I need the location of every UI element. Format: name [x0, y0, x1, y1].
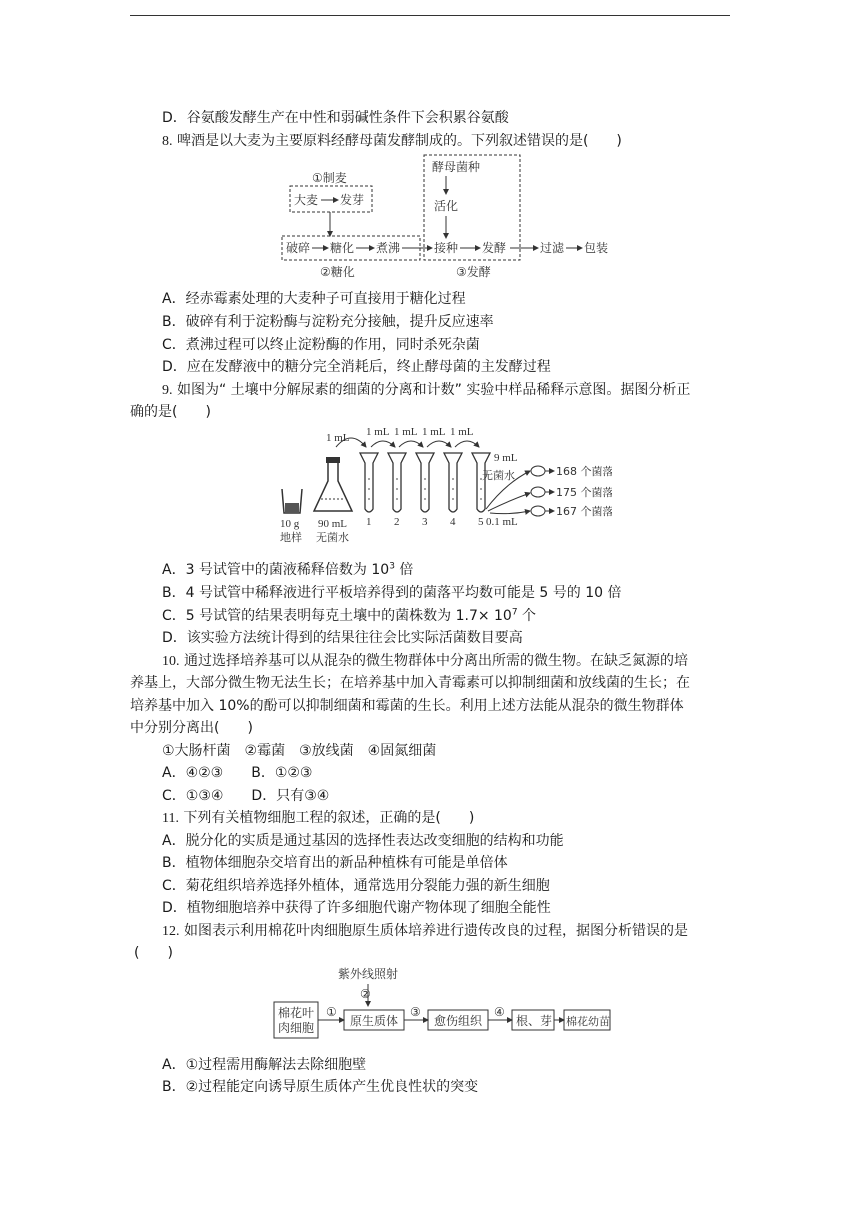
- q12-process-diagram: [272, 964, 612, 1044]
- q12-fig-seedling: 棉花幼苗: [566, 1015, 610, 1028]
- q12-stem-text-1: 如图表示利用棉花叶肉细胞原生质体培养进行遗传改良的过程，据图分析错误的是: [179, 923, 688, 939]
- q8-number: 8.: [162, 134, 173, 149]
- q11-option-a: A．脱分化的实质是通过基因的选择性表达改变细胞的结构和功能: [162, 833, 564, 849]
- q8-fig-saccharify: 糖化: [330, 241, 355, 255]
- q8-brewing-flow-diagram: [280, 152, 620, 284]
- q12-fig-uv: 紫外线照射: [338, 967, 399, 981]
- q9-fig-transfer-1: 1 mL: [366, 426, 390, 438]
- q12-fig-cell-line2: 肉细胞: [278, 1021, 315, 1035]
- q9-stem-text-1: 如图为“ 土壤中分解尿素的细菌的分离和计数” 实验中样品稀释示意图。据图分析正: [172, 382, 691, 398]
- q10-stem-line4: 中分别分离出( ): [130, 720, 253, 736]
- q9-option-c: [162, 606, 536, 626]
- q11-number: 11.: [162, 811, 179, 826]
- q9-option-a-text: A．3 号试管中的菌液稀释倍数为 10: [162, 562, 390, 578]
- q8-fig-crushing: 破碎: [286, 241, 311, 255]
- q9-option-d: D．该实验方法统计得到的结果往往会比实际活菌数目要高: [162, 630, 523, 646]
- q12-fig-step-2: ②: [360, 987, 371, 1001]
- q9-dilution-diagram: [276, 423, 612, 549]
- q8-fig-germination: 发芽: [340, 193, 365, 207]
- q9-fig-transfer-3: 1 mL: [422, 426, 446, 438]
- q10-items: ①大肠杆菌 ②霉菌 ③放线菌 ④固氮细菌: [162, 743, 437, 759]
- q12-stem-line1: [162, 921, 688, 942]
- q12-fig-protoplast: 原生质体: [350, 1014, 399, 1028]
- q11-stem: [162, 808, 474, 829]
- q11-option-b: B．植物体细胞杂交培育出的新品种植株有可能是单倍体: [162, 855, 508, 871]
- q9-number: 9.: [162, 383, 173, 398]
- q9-fig-colonies-1: 168 个菌落: [556, 465, 612, 478]
- q9-fig-colonies-2: 175 个菌落: [556, 486, 612, 499]
- top-rule: [130, 15, 730, 16]
- q8-fig-barley: 大麦: [294, 193, 319, 207]
- q12-fig-root-bud: 根、芽: [516, 1014, 553, 1028]
- q9-option-c-exponent: 7: [511, 607, 518, 618]
- q12-fig-callus: 愈伤组织: [434, 1014, 483, 1028]
- q9-fig-colonies-3: 167 个菌落: [556, 505, 612, 518]
- q9-fig-transfer-4: 1 mL: [450, 426, 474, 438]
- q8-option-c: C．煮沸过程可以终止淀粉酶的作用，同时杀死杂菌: [162, 337, 480, 353]
- q8-option-d: D．应在发酵液中的糖分完全消耗后，终止酵母菌的主发酵过程: [162, 359, 551, 375]
- q9-option-c-suffix: 个: [517, 608, 537, 624]
- q9-fig-plate-vol: 0.1 mL: [486, 516, 518, 528]
- q8-fig-inoculation: 接种: [434, 241, 459, 255]
- q9-option-a: [162, 560, 413, 580]
- q12-fig-step-3: ③: [410, 1005, 421, 1019]
- q8-stem: [162, 131, 622, 152]
- q12-fig-cell-line1: 棉花叶: [278, 1006, 315, 1020]
- q9-stem-line2: 确的是( ): [130, 404, 211, 420]
- q10-number: 10.: [162, 654, 180, 669]
- q9-option-a-suffix: 倍: [394, 562, 414, 578]
- q9-fig-flask-water: 无菌水: [316, 531, 349, 544]
- q8-fig-activation: 活化: [434, 199, 459, 213]
- q8-fig-fermentation-label: ③发酵: [456, 265, 491, 279]
- q9-stem-line1: [162, 380, 690, 401]
- q9-option-c-text: C．5 号试管的结果表明每克土壤中的菌株数为 1.7× 10: [162, 608, 512, 624]
- q10-options-cd: C．①③④ D．只有③④: [162, 788, 330, 804]
- q11-option-c: C．菊花组织培养选择外植体，通常选用分裂能力强的新生细胞: [162, 878, 550, 894]
- q7-option-d: D．谷氨酸发酵生产在中性和弱碱性条件下会积累谷氨酸: [162, 110, 509, 126]
- q10-stem-line1: [162, 651, 688, 672]
- q9-fig-sterile-water: 无菌水: [482, 469, 515, 482]
- q8-option-a: A．经赤霉素处理的大麦种子可直接用于糖化过程: [162, 291, 466, 307]
- q9-fig-tube-1: 1: [366, 516, 372, 528]
- q12-stem-line2: ( ): [134, 945, 173, 961]
- q12-fig-step-1: ①: [326, 1005, 337, 1019]
- q10-options-ab: A．④②③ B．①②③: [162, 765, 313, 781]
- q10-stem-line3: 培养基中加入 10%的酚可以抑制细菌和霉菌的生长。利用上述方法能从混杂的微生物群体: [130, 698, 684, 714]
- q9-fig-soil-sample: 地样: [280, 531, 302, 544]
- q9-fig-transfer-first: 1 mL: [326, 432, 350, 444]
- q8-fig-packaging: 包装: [584, 241, 609, 255]
- q9-fig-flask-vol: 90 mL: [318, 518, 348, 530]
- q9-fig-tube-vol: 9 mL: [494, 452, 518, 464]
- q12-option-a: A．①过程需用酶解法去除细胞壁: [162, 1057, 367, 1073]
- q11-option-d: D．植物细胞培养中获得了许多细胞代谢产物体现了细胞全能性: [162, 900, 551, 916]
- q8-fig-malting: ①制麦: [312, 171, 347, 185]
- q8-option-b: B．破碎有利于淀粉酶与淀粉充分接触，提升反应速率: [162, 314, 494, 330]
- q12-number: 12.: [162, 924, 180, 939]
- q9-fig-transfer-2: 1 mL: [394, 426, 418, 438]
- q9-fig-tube-3: 3: [422, 516, 428, 528]
- q10-stem-line2: 养基上，大部分微生物无法生长；在培养基中加入青霉素可以抑制细菌和放线菌的生长；在: [130, 675, 690, 691]
- q9-fig-tube-4: 4: [450, 516, 456, 528]
- q9-option-a-exponent: 3: [389, 561, 395, 572]
- q8-fig-filtration: 过滤: [540, 241, 565, 255]
- q8-fig-yeast-strain: 酵母菌种: [432, 160, 481, 174]
- q8-fig-boiling: 煮沸: [376, 241, 401, 255]
- q12-fig-step-4: ④: [494, 1005, 505, 1019]
- q9-fig-tube-5: 5: [478, 516, 484, 528]
- q8-fig-fermentation: 发酵: [482, 241, 507, 255]
- q10-stem-text-1: 通过选择培养基可以从混杂的微生物群体中分离出所需的微生物。在缺乏氮源的培: [179, 653, 688, 669]
- q8-stem-text: 啤酒是以大麦为主要原料经酵母菌发酵制成的。下列叙述错误的是( ): [172, 133, 622, 149]
- q8-fig-saccharification-label: ②糖化: [320, 265, 355, 279]
- q12-option-b: B．②过程能定向诱导原生质体产生优良性状的突变: [162, 1079, 479, 1095]
- q9-fig-tube-2: 2: [394, 516, 400, 528]
- q11-stem-text: 下列有关植物细胞工程的叙述，正确的是( ): [178, 810, 475, 826]
- q9-option-b: B．4 号试管中稀释液进行平板培养得到的菌落平均数可能是 5 号的 10 倍: [162, 585, 622, 601]
- q9-fig-soil-mass: 10 g: [280, 518, 300, 530]
